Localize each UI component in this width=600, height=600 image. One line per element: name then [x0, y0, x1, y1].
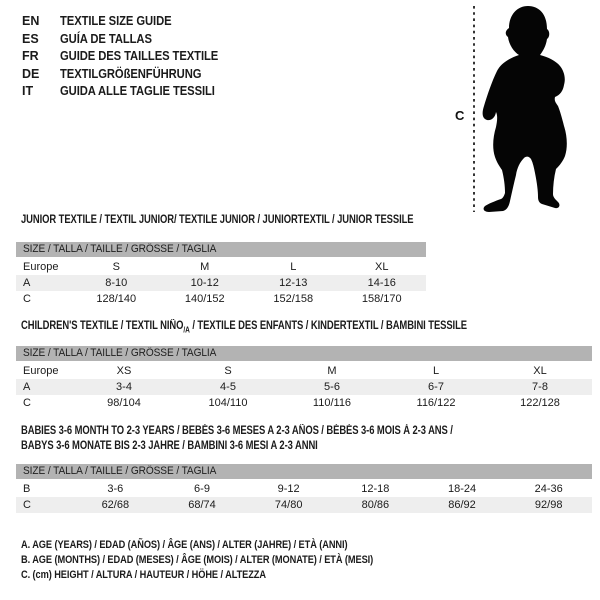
language-title-list	[22, 13, 236, 101]
row-label: A	[23, 381, 31, 393]
babies-row-height	[16, 497, 592, 513]
footnote-b: B. AGE (MONTHS) / EDAD (MESES) / ÂGE (MOIS) / ALTER (MONATE) / ETÀ (MESI)	[21, 554, 374, 566]
height-cell: 104/110	[208, 397, 248, 409]
children-size-table	[16, 346, 592, 411]
size-cell: S	[112, 261, 120, 273]
junior-row-europe	[16, 259, 426, 275]
height-cell: 116/122	[416, 397, 456, 409]
size-cell: M	[327, 365, 337, 377]
language-row-fr	[22, 48, 236, 66]
age-cell: 7-8	[532, 381, 548, 393]
height-cell: 98/104	[107, 397, 141, 409]
height-cell: 80/86	[361, 499, 390, 511]
children-table-header-band: SIZE / TALLA / TAILLE / GRÖSSE / TAGLIA	[16, 346, 592, 361]
size-cell: XL	[375, 261, 389, 273]
age-cell: 18-24	[447, 483, 477, 495]
language-code: ES	[22, 31, 39, 46]
height-cell: 140/152	[184, 293, 225, 305]
language-row-es	[22, 31, 236, 49]
size-cell: M	[200, 261, 210, 273]
age-cell: 8-10	[105, 277, 128, 289]
row-label: C	[23, 499, 31, 511]
measure-label-c: C	[455, 108, 465, 123]
size-cell: L	[432, 365, 440, 377]
height-cell: 86/92	[448, 499, 476, 511]
baby-silhouette-figure	[452, 0, 600, 215]
age-cell: 12-18	[361, 483, 390, 495]
age-cell: 9-12	[277, 483, 300, 495]
age-cell: 10-12	[190, 277, 219, 289]
size-cell: S	[224, 365, 232, 377]
language-title: TEXTILGRÖßENFÜHRUNG	[60, 66, 202, 81]
height-cell: 158/170	[361, 293, 402, 305]
row-label: A	[23, 277, 31, 289]
height-cell: 122/128	[520, 397, 560, 409]
language-title: GUIDE DES TAILLES TEXTILE	[60, 49, 219, 63]
age-cell: 3-6	[107, 483, 124, 495]
height-cell: 128/140	[96, 293, 137, 305]
language-row-en	[22, 13, 236, 31]
language-title: GUIDA ALLE TAGLIE TESSILI	[60, 84, 215, 98]
height-cell: 62/68	[101, 499, 130, 511]
legend-footnotes	[21, 538, 440, 583]
row-label: C	[23, 397, 31, 409]
junior-section-title: JUNIOR TEXTILE / TEXTIL JUNIOR/ TEXTILE JUNIOR / JUNIORTEXTIL / JUNIOR TESSILE	[21, 214, 414, 226]
age-cell: 24-36	[534, 483, 563, 495]
nino-a-subscript: /A	[183, 325, 190, 335]
row-label: Europe	[23, 261, 59, 273]
language-title: TEXTILE SIZE GUIDE	[60, 14, 172, 28]
junior-row-height	[16, 291, 426, 307]
size-cell: XS	[116, 365, 132, 377]
height-cell: 74/80	[274, 499, 303, 511]
row-label: C	[23, 293, 31, 305]
age-cell: 5-6	[324, 381, 340, 393]
language-row-it	[22, 83, 236, 101]
junior-size-table	[16, 242, 426, 307]
baby-silhouette	[483, 6, 567, 212]
height-cell: 68/74	[188, 499, 216, 511]
height-cell: 152/158	[273, 293, 314, 305]
language-row-de	[22, 66, 236, 84]
row-label: Europe	[23, 365, 59, 377]
language-code: IT	[22, 84, 34, 98]
junior-table-header-band: SIZE / TALLA / TAILLE / GRÖSSE / TAGLIA	[16, 242, 426, 257]
children-row-europe	[16, 363, 592, 379]
babies-table-header-band: SIZE / TALLA / TAILLE / GRÖSSE / TAGLIA	[16, 464, 592, 479]
footnote-c: C. (cm) HEIGHT / ALTURA / HAUTEUR / HÖHE / ALTEZZA	[21, 569, 266, 581]
babies-size-table	[16, 464, 592, 513]
children-row-height	[16, 395, 592, 411]
age-cell: 6-7	[428, 381, 444, 393]
junior-row-age	[16, 275, 426, 291]
language-code: FR	[22, 49, 39, 63]
age-cell: 3-4	[116, 381, 132, 393]
children-section-title: CHILDREN'S TEXTILE / TEXTIL $NIÑO_{/A}$ / TEXTILE DES ENFANTS / KINDERTEXTIL / BAMBINI TESSILE	[21, 320, 467, 335]
size-cell: L	[290, 261, 297, 273]
row-label: B	[23, 483, 31, 495]
language-code: EN	[22, 14, 40, 28]
size-cell: XL	[533, 365, 547, 377]
height-cell: 92/98	[534, 499, 563, 511]
language-title: GUÍA DE TALLAS	[60, 31, 152, 46]
age-cell: 14-16	[367, 277, 396, 289]
footnote-a: A. AGE (YEARS) / EDAD (AÑOS) / ÂGE (ANS) / ALTER (JAHRE) / ETÀ (ANNI)	[21, 539, 348, 551]
age-cell: 12-13	[279, 277, 308, 289]
age-cell: 4-5	[220, 381, 236, 393]
babies-row-age	[16, 481, 592, 497]
babies-section-title: BABIES 3-6 MONTH TO 2-3 YEARS / BEBÉS 3-6 MESES A 2-3 AÑOS / BÉBÉS 3-6 MOIS À 2-3 ANS / BABYS 3-6 MONATE BIS 2-3 JAHRE / BAMBINI 3-6 MESI A 2-3 ANNI	[21, 425, 453, 452]
height-cell: 110/116	[312, 397, 352, 409]
children-row-age	[16, 379, 592, 395]
age-cell: 6-9	[194, 483, 210, 495]
language-code: DE	[22, 66, 40, 81]
